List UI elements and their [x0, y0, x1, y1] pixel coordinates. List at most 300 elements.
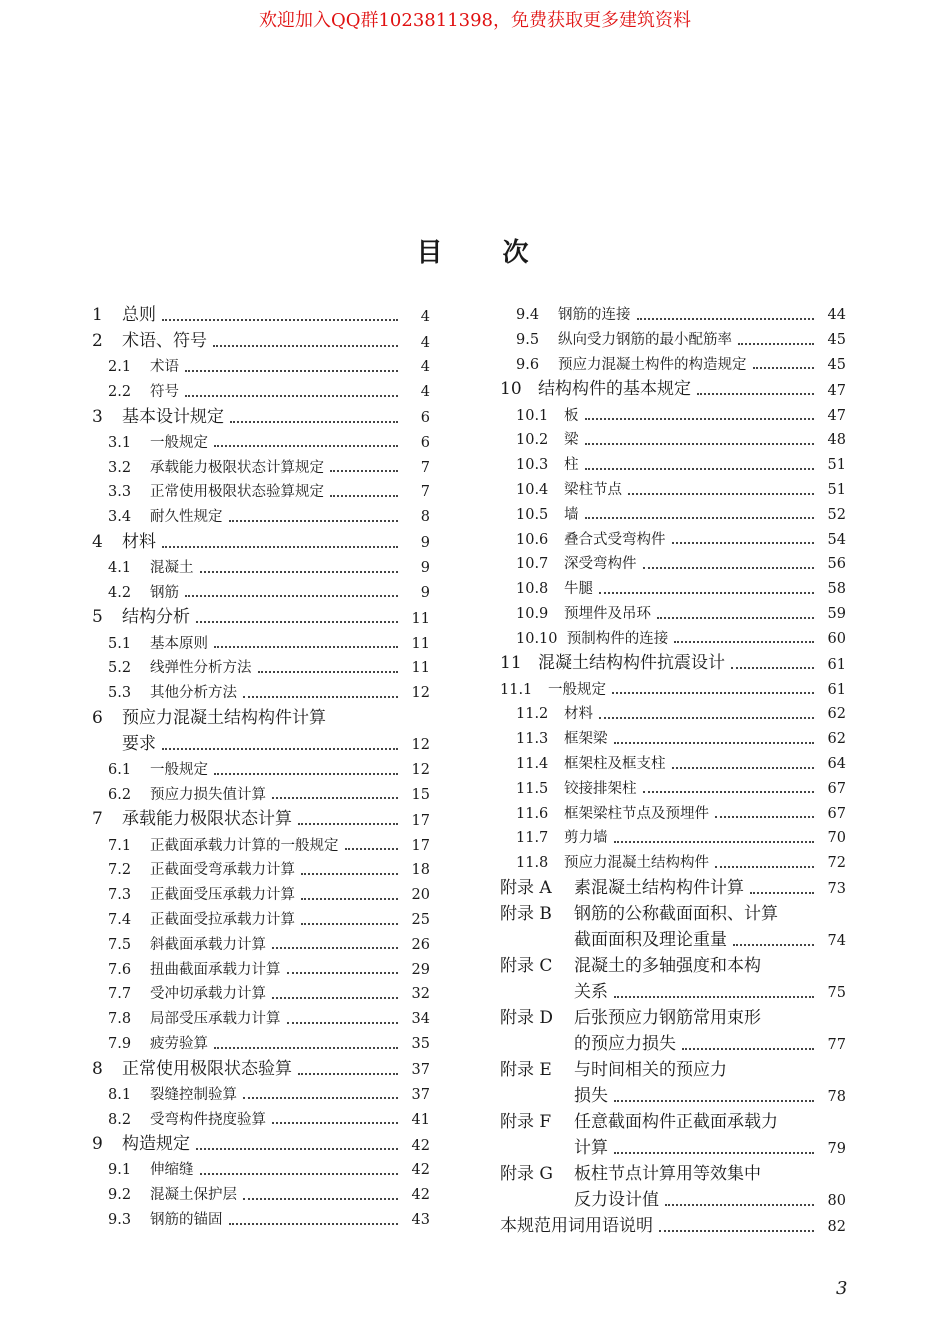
toc-entry-number: 10: [500, 379, 533, 400]
toc-entry-title: 正截面受压承载力计算: [150, 887, 295, 904]
dot-leader: [738, 343, 814, 345]
toc-entry-title: 正截面受弯承载力计算: [150, 862, 295, 879]
toc-entry[interactable]: [92, 450, 430, 475]
toc-entry-number: 7.4: [108, 912, 141, 929]
toc-entry-number: 3.2: [108, 459, 141, 476]
toc-entry-page: 6: [420, 410, 430, 427]
dot-leader: [287, 972, 399, 974]
toc-entry-number: 4.2: [108, 584, 141, 601]
dot-leader: [298, 1073, 398, 1075]
toc-entry-title: 一般规定: [150, 434, 208, 451]
toc-entry-title: 墙: [564, 506, 579, 523]
toc-entry-page: 42: [411, 1137, 430, 1154]
toc-entry-title: 线弹性分析方法: [150, 660, 252, 677]
toc-entry-page: 4: [420, 384, 430, 401]
toc-entry-page: 54: [827, 531, 846, 548]
toc-entry-page: 4: [420, 308, 430, 325]
toc-entry-title: 素混凝土结构构件计算: [574, 877, 744, 898]
toc-entry[interactable]: [500, 897, 846, 923]
toc-entry-title: 要求: [122, 733, 156, 754]
toc-entry[interactable]: [500, 372, 846, 398]
toc-entry[interactable]: [500, 846, 846, 871]
toc-entry-number: 11.1: [500, 681, 542, 698]
toc-entry-page: 7: [420, 459, 430, 476]
toc-entry[interactable]: [92, 324, 430, 350]
toc-entry[interactable]: [500, 871, 846, 897]
toc-entry-title: 扭曲截面承载力计算: [150, 961, 281, 978]
toc-entry-title: 一般规定: [548, 681, 606, 698]
toc-entry[interactable]: [92, 551, 430, 576]
toc-entry[interactable]: [500, 923, 846, 949]
toc-entry-title: 基本设计规定: [122, 406, 224, 427]
toc-entry[interactable]: [92, 802, 430, 828]
dot-leader: [243, 1097, 398, 1099]
dot-leader: [750, 892, 814, 894]
toc-entry-page: 11: [411, 610, 430, 627]
toc-entry[interactable]: [92, 1002, 430, 1027]
dot-leader: [185, 595, 398, 597]
toc-entry-title: 符号: [150, 384, 179, 401]
toc-entry-number: 11: [500, 653, 533, 674]
toc-entry-page: 26: [411, 936, 430, 953]
toc-entry-title: 混凝土的多轴强度和本构: [574, 955, 761, 976]
toc-entry-page: 62: [827, 706, 846, 723]
toc-entry-title: 梁: [564, 432, 579, 449]
toc-entry-title: 局部受压承载力计算: [150, 1011, 281, 1028]
toc-entry-number: 11.2: [516, 706, 558, 723]
toc-entry-page: 47: [827, 407, 846, 424]
toc-entry-number: 3.1: [108, 434, 141, 451]
toc-entry[interactable]: [500, 298, 846, 323]
dot-leader: [614, 1152, 814, 1154]
toc-entry[interactable]: [500, 498, 846, 523]
toc-entry-title: 的预应力损失: [574, 1033, 676, 1054]
toc-entry-number: 7.7: [108, 986, 141, 1003]
toc-entry-title: 任意截面构件正截面承载力: [574, 1111, 778, 1132]
dot-leader: [200, 571, 399, 573]
dot-leader: [200, 1173, 399, 1175]
toc-entry-page: 72: [827, 855, 846, 872]
toc-entry-number: 5.2: [108, 660, 141, 677]
dot-leader: [674, 641, 814, 643]
toc-entry-number: 7.5: [108, 936, 141, 953]
dot-leader: [715, 866, 814, 868]
toc-entry-title: 斜截面承载力计算: [150, 936, 266, 953]
toc-entry-title: 混凝土保护层: [150, 1187, 237, 1204]
toc-entry-number: 5.3: [108, 685, 141, 702]
toc-entry-page: 34: [411, 1011, 430, 1028]
toc-entry[interactable]: [500, 646, 846, 672]
dot-leader: [162, 748, 398, 750]
toc-entry-number: 2.1: [108, 359, 141, 376]
toc-entry-number: 10.9: [516, 606, 558, 623]
dot-leader: [162, 319, 398, 321]
toc-entry-page: 64: [827, 756, 846, 773]
toc-entry-page: 58: [827, 581, 846, 598]
toc-entry[interactable]: [500, 1157, 846, 1183]
dot-leader: [301, 898, 398, 900]
toc-entry[interactable]: [92, 753, 430, 778]
toc-entry-number: 4: [92, 531, 114, 552]
toc-entry-number: 8.1: [108, 1086, 141, 1103]
toc-entry-title: 承载能力极限状态计算规定: [150, 459, 324, 476]
toc-entry-page: 42: [411, 1162, 430, 1179]
dot-leader: [330, 495, 398, 497]
toc-entry[interactable]: [92, 977, 430, 1002]
toc-entry-number: 9.6: [516, 356, 549, 373]
toc-entry-number: 附录 C: [500, 955, 564, 976]
toc-entry-number: 附录 F: [500, 1111, 563, 1132]
toc-entry-title: 预应力损失值计算: [150, 786, 266, 803]
dot-leader: [665, 1204, 814, 1206]
toc-entry-page: 67: [827, 805, 846, 822]
dot-leader: [672, 542, 815, 544]
toc-entry-number: 10.2: [516, 432, 558, 449]
toc-entry[interactable]: [500, 1105, 846, 1131]
toc-entry-title: 材料: [122, 531, 156, 552]
toc-entry-number: 11.7: [516, 830, 558, 847]
toc-entry-title: 后张预应力钢筋常用束形: [574, 1007, 761, 1028]
toc-entry[interactable]: [500, 423, 846, 448]
toc-entry-number: 6: [92, 707, 114, 728]
toc-entry[interactable]: [500, 975, 846, 1001]
toc-entry-number: 7.1: [108, 837, 141, 854]
toc-entry[interactable]: [92, 475, 430, 500]
toc-entry-title: 一般规定: [150, 762, 208, 779]
toc-entry[interactable]: [92, 952, 430, 977]
toc-entry-page: 9: [420, 535, 430, 552]
toc-entry-page: 11: [411, 660, 430, 677]
dot-leader: [185, 370, 398, 372]
toc-entry-number: 10.10: [516, 630, 567, 647]
toc-entry[interactable]: [500, 722, 846, 747]
toc-entry-title: 构造规定: [122, 1134, 190, 1155]
toc-entry[interactable]: [500, 1079, 846, 1105]
toc-entry-number: 7.6: [108, 961, 141, 978]
dot-leader: [672, 767, 815, 769]
dot-leader: [585, 517, 815, 519]
toc-entry-page: 18: [411, 862, 430, 879]
dot-leader: [196, 621, 398, 623]
dot-leader: [643, 791, 815, 793]
dot-leader: [628, 493, 814, 495]
promo-banner: 欢迎加入QQ群1023811398，免费获取更多建筑资料: [258, 10, 692, 31]
toc-entry[interactable]: [500, 323, 846, 348]
toc-entry-page: 37: [411, 1062, 430, 1079]
toc-entry[interactable]: [92, 1203, 430, 1228]
toc-entry[interactable]: [500, 597, 846, 622]
dot-leader: [243, 1198, 398, 1200]
dot-leader: [585, 468, 815, 470]
toc-entry-title: 计算: [574, 1137, 608, 1158]
toc-entry-title: 基本原则: [150, 635, 208, 652]
toc-entry-page: 43: [411, 1212, 430, 1229]
toc-entry-page: 79: [827, 1141, 846, 1158]
page-number: 3: [836, 1278, 848, 1299]
toc-entry-page: 51: [827, 482, 846, 499]
dot-leader: [612, 692, 814, 694]
toc-entry[interactable]: [92, 350, 430, 375]
toc-entry[interactable]: [92, 1078, 430, 1103]
toc-entry-title: 铰接排架柱: [564, 780, 637, 797]
toc-entry-title: 梁柱节点: [564, 482, 622, 499]
toc-entry-page: 80: [827, 1193, 846, 1210]
dot-leader: [614, 996, 814, 998]
toc-entry[interactable]: [92, 1153, 430, 1178]
dot-leader: [162, 546, 398, 548]
toc-entry-title: 剪力墙: [564, 830, 608, 847]
toc-entry-number: 11.3: [516, 731, 558, 748]
toc-entry-page: 70: [827, 830, 846, 847]
toc-entry-number: 9.4: [516, 307, 549, 324]
toc-entry-title: 钢筋的连接: [558, 307, 631, 324]
dot-leader: [213, 345, 398, 347]
toc-entry[interactable]: [500, 522, 846, 547]
toc-entry-number: 6.1: [108, 762, 141, 779]
toc-entry-page: 4: [420, 359, 430, 376]
toc-entry-page: 62: [827, 731, 846, 748]
toc-entry-number: 1: [92, 305, 114, 325]
toc-entry-page: 41: [411, 1111, 430, 1128]
toc-entry-number: 8.2: [108, 1111, 141, 1128]
toc-entry-title: 受弯构件挠度验算: [150, 1111, 266, 1128]
toc-entry-page: 52: [827, 506, 846, 523]
dot-leader: [330, 470, 398, 472]
dot-leader: [272, 797, 398, 799]
toc-entry[interactable]: [92, 701, 430, 727]
toc-entry[interactable]: [500, 1053, 846, 1079]
toc-entry[interactable]: [500, 949, 846, 975]
toc-entry-page: 82: [827, 1219, 846, 1236]
toc-entry-number: 11.8: [516, 855, 558, 872]
toc-entry-title: 裂缝控制验算: [150, 1086, 237, 1103]
toc-entry-title: 本规范用词用语说明: [500, 1215, 653, 1236]
dot-leader: [585, 418, 815, 420]
toc-entry-title: 框架梁柱节点及预埋件: [564, 805, 709, 822]
toc-entry-title: 钢筋的公称截面面积、计算: [574, 903, 778, 924]
toc-entry-title: 与时间相关的预应力: [574, 1059, 727, 1080]
toc-entry-number: 10.6: [516, 531, 558, 548]
toc-entry-title: 深受弯构件: [564, 556, 637, 573]
toc-entry-title: 承载能力极限状态计算: [122, 809, 292, 830]
toc-entry[interactable]: [500, 622, 846, 647]
toc-entry[interactable]: [500, 747, 846, 772]
toc-entry-page: 25: [411, 912, 430, 929]
toc-right-column: [500, 298, 846, 1235]
toc-entry-page: 59: [827, 606, 846, 623]
toc-entry-title: 混凝土: [150, 560, 194, 577]
toc-entry[interactable]: [92, 1178, 430, 1203]
toc-entry-page: 20: [411, 887, 430, 904]
toc-entry-title: 预埋件及吊环: [564, 606, 651, 623]
dot-leader: [657, 617, 814, 619]
toc-entry-number: 2: [92, 331, 114, 351]
toc-entry[interactable]: [500, 1209, 846, 1235]
toc-entry-number: 5.1: [108, 635, 141, 652]
toc-entry[interactable]: [500, 772, 846, 797]
toc-entry-page: 77: [827, 1037, 846, 1054]
toc-entry-number: 附录 D: [500, 1007, 564, 1028]
toc-entry-page: 67: [827, 780, 846, 797]
toc-entry[interactable]: [500, 473, 846, 498]
toc-entry[interactable]: [92, 626, 430, 651]
toc-entry[interactable]: [92, 651, 430, 676]
toc-entry-title: 框架梁: [564, 731, 608, 748]
page-title: 目次: [416, 238, 589, 268]
dot-leader: [214, 773, 398, 775]
toc-entry-title: 截面面积及理论重量: [574, 929, 727, 950]
toc-entry-title: 受冲切承载力计算: [150, 986, 266, 1003]
toc-entry-title: 材料: [564, 706, 593, 723]
dot-leader: [659, 1230, 814, 1232]
toc-entry[interactable]: [500, 572, 846, 597]
toc-entry-title: 预应力混凝土构件的构造规定: [558, 356, 747, 373]
toc-entry-page: 35: [411, 1036, 430, 1053]
toc-entry[interactable]: [500, 672, 846, 697]
toc-entry[interactable]: [92, 853, 430, 878]
toc-entry-title: 预应力混凝土结构构件计算: [122, 707, 326, 728]
toc-entry-title: 预应力混凝土结构构件: [564, 855, 709, 872]
dot-leader: [214, 1047, 398, 1049]
dot-leader: [214, 445, 398, 447]
toc-entry[interactable]: [92, 727, 430, 753]
dot-leader: [287, 1022, 399, 1024]
toc-entry-number: 9.1: [108, 1162, 141, 1179]
toc-entry-title: 结构分析: [122, 607, 190, 628]
toc-entry-title: 正常使用极限状态验算: [122, 1058, 292, 1079]
toc-entry[interactable]: [500, 348, 846, 373]
toc-entry-page: 4: [420, 334, 430, 351]
toc-entry[interactable]: [92, 426, 430, 451]
toc-entry[interactable]: [500, 547, 846, 572]
toc-entry-title: 板柱节点计算用等效集中: [574, 1163, 761, 1184]
toc-entry-title: 损失: [574, 1085, 608, 1106]
toc-entry-number: 9.3: [108, 1212, 141, 1229]
toc-entry[interactable]: [500, 398, 846, 423]
dot-leader: [599, 592, 814, 594]
toc-entry[interactable]: [92, 1102, 430, 1127]
toc-entry-title: 关系: [574, 981, 608, 1002]
toc-entry-page: 48: [827, 432, 846, 449]
toc-entry[interactable]: [92, 600, 430, 626]
toc-entry-title: 结构构件的基本规定: [538, 379, 691, 400]
toc-entry[interactable]: [92, 400, 430, 426]
toc-entry[interactable]: [92, 676, 430, 701]
toc-entry-number: 11.5: [516, 780, 558, 797]
toc-entry[interactable]: [500, 1183, 846, 1209]
toc-entry-page: 12: [411, 762, 430, 779]
toc-entry[interactable]: [92, 500, 430, 525]
dot-leader: [637, 318, 815, 320]
dot-leader: [258, 671, 399, 673]
toc-entry-page: 78: [827, 1089, 846, 1106]
toc-entry-page: 56: [827, 556, 846, 573]
toc-entry-page: 9: [420, 560, 430, 577]
toc-entry-number: 7.9: [108, 1036, 141, 1053]
toc-entry-number: 7: [92, 809, 114, 830]
dot-leader: [345, 848, 399, 850]
toc-entry[interactable]: [500, 796, 846, 821]
toc-entry[interactable]: [500, 821, 846, 846]
dot-leader: [230, 421, 398, 423]
toc-entry-page: 15: [411, 786, 430, 803]
toc-entry-number: 7.3: [108, 887, 141, 904]
toc-entry[interactable]: [500, 1131, 846, 1157]
toc-entry-title: 伸缩缝: [150, 1162, 194, 1179]
toc-entry-number: 10.7: [516, 556, 558, 573]
toc-entry-number: 11.4: [516, 756, 558, 773]
toc-entry-number: 10.5: [516, 506, 558, 523]
toc-entry[interactable]: [92, 828, 430, 853]
toc-entry-title: 正常使用极限状态验算规定: [150, 484, 324, 501]
toc-entry-title: 混凝土结构构件抗震设计: [538, 653, 725, 674]
toc-entry-number: 10.1: [516, 407, 558, 424]
toc-entry-page: 32: [411, 986, 430, 1003]
toc-entry-number: 3.3: [108, 484, 141, 501]
toc-entry-number: 10.8: [516, 581, 558, 598]
toc-entry[interactable]: [92, 298, 430, 324]
dot-leader: [229, 1223, 399, 1225]
dot-leader: [697, 393, 814, 395]
toc-entry[interactable]: [92, 1027, 430, 1052]
toc-entry[interactable]: [92, 903, 430, 928]
toc-entry-title: 其他分析方法: [150, 685, 237, 702]
toc-entry-page: 17: [411, 812, 430, 829]
toc-entry[interactable]: [500, 1001, 846, 1027]
dot-leader: [753, 367, 815, 369]
toc-entry-page: 12: [411, 685, 430, 702]
toc-entry[interactable]: [92, 525, 430, 551]
toc-entry-page: 44: [827, 307, 846, 324]
toc-entry[interactable]: [92, 1127, 430, 1153]
toc-entry[interactable]: [92, 878, 430, 903]
toc-entry[interactable]: [92, 375, 430, 400]
toc-entry-page: 60: [827, 630, 846, 647]
toc-entry-page: 42: [411, 1187, 430, 1204]
dot-leader: [214, 646, 398, 648]
toc-entry-title: 正截面受拉承载力计算: [150, 912, 295, 929]
toc-entry[interactable]: [92, 576, 430, 601]
toc-entry-number: 10.3: [516, 457, 558, 474]
dot-leader: [733, 944, 814, 946]
dot-leader: [229, 520, 399, 522]
toc-entry-title: 叠合式受弯构件: [564, 531, 666, 548]
toc-entry-page: 74: [827, 933, 846, 950]
toc-left-column: [92, 298, 430, 1228]
toc-entry[interactable]: [92, 778, 430, 803]
dot-leader: [272, 1122, 398, 1124]
toc-entry[interactable]: [92, 928, 430, 953]
toc-entry-title: 术语: [150, 359, 179, 376]
toc-entry-title: 牛腿: [564, 581, 593, 598]
toc-entry[interactable]: [500, 1027, 846, 1053]
toc-entry-page: 37: [411, 1086, 430, 1103]
toc-entry-page: 61: [827, 656, 846, 673]
toc-entry-number: 11.6: [516, 805, 558, 822]
dot-leader: [185, 395, 398, 397]
toc-entry-title: 疲劳验算: [150, 1036, 208, 1053]
toc-entry-page: 11: [411, 635, 430, 652]
toc-entry-page: 7: [420, 484, 430, 501]
dot-leader: [196, 1148, 398, 1150]
toc-entry[interactable]: [92, 1052, 430, 1078]
toc-entry[interactable]: [500, 448, 846, 473]
toc-entry-number: 6.2: [108, 786, 141, 803]
toc-entry-number: 8: [92, 1058, 114, 1079]
toc-entry[interactable]: [500, 697, 846, 722]
toc-entry-number: 7.8: [108, 1011, 141, 1028]
toc-entry-number: 附录 G: [500, 1163, 564, 1184]
